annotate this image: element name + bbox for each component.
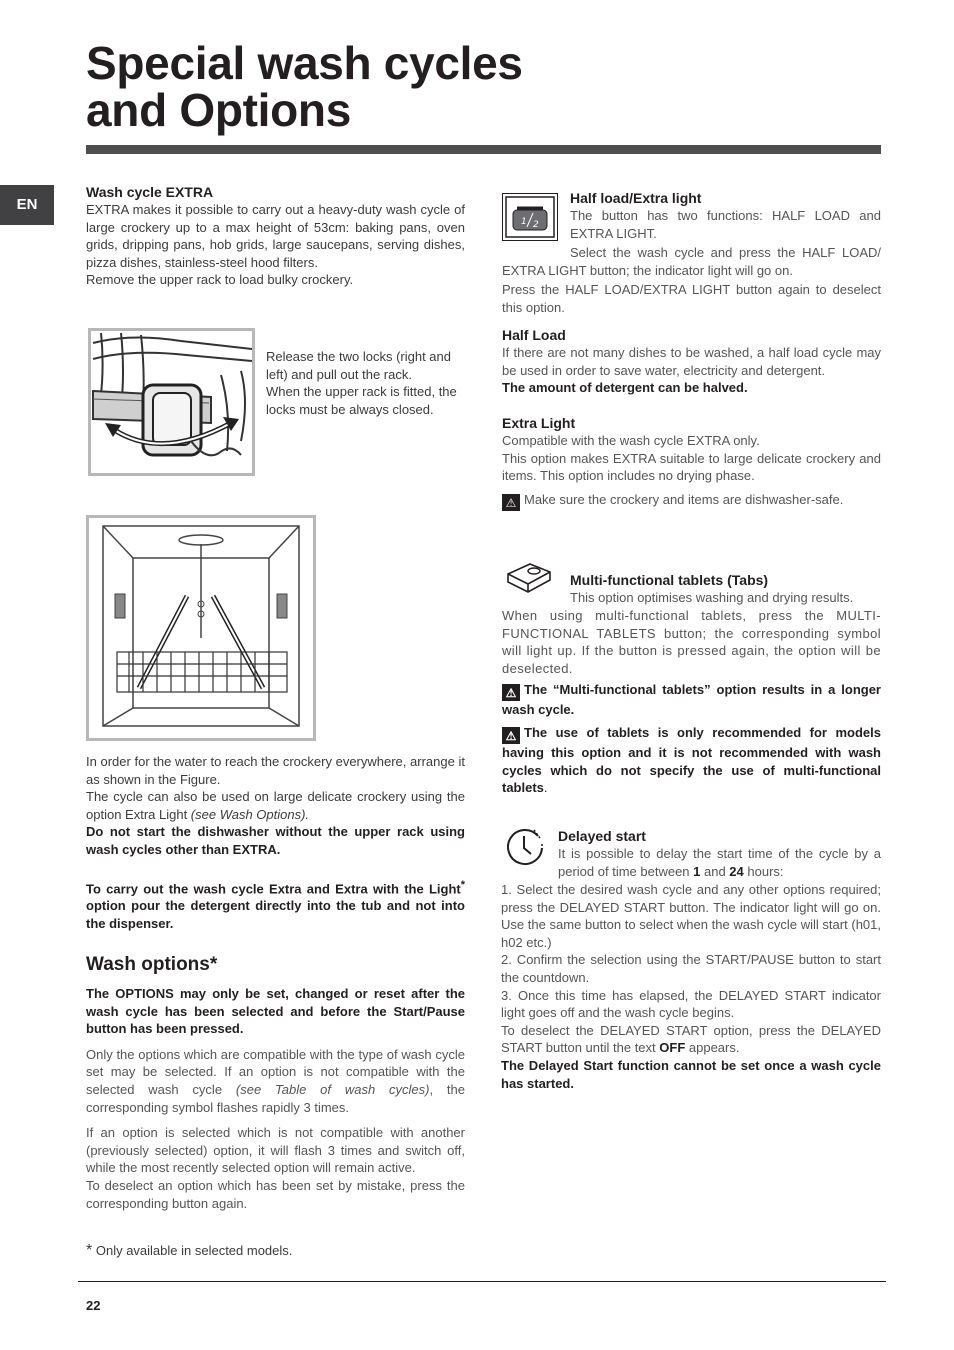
extra-light-note-text: The cycle can also be used on large delicate crockery using the option Extra Light — [86, 789, 465, 822]
footnote-text: Only available in selected models. — [92, 1243, 293, 1258]
upper-rack-warning: Do not start the dishwasher without the upper rack using wash cycles other than EXTRA. — [86, 824, 465, 857]
arrange-note: In order for the water to reach the crockery everywhere, arrange it as shown in the Figure. — [86, 754, 465, 787]
svg-text:1: 1 — [521, 217, 527, 227]
warning-icon: ⚠ — [502, 494, 520, 511]
delayed-deselect — [501, 1022, 881, 1057]
half-load-sub-section — [502, 326, 881, 397]
delayed-intro — [558, 845, 881, 880]
compat-b: , the corresponding symbol flashes rapidly 3 times. — [86, 1081, 466, 1115]
tabs-sub: This option optimises washing and drying results. — [570, 590, 854, 605]
rack-lock-figure — [88, 328, 255, 476]
delayed-intro-b: hours: — [743, 863, 784, 879]
warning-icon: ⚠ — [502, 727, 520, 744]
tabs-warning-2-end: . — [543, 780, 548, 796]
delayed-deselect-b: appears. — [685, 1040, 740, 1056]
rack-lock-illustration — [91, 331, 252, 473]
delayed-and: and — [700, 863, 730, 879]
clock-icon — [504, 826, 546, 868]
wash-options-heading: Wash options* — [86, 954, 218, 975]
page-title — [86, 37, 786, 136]
page-number: 22 — [86, 1298, 101, 1313]
footer-rule — [78, 1281, 886, 1282]
rack-arrangement-figure — [86, 515, 316, 741]
tabs-heading: Multi-functional tablets (Tabs) — [570, 572, 769, 588]
tabs-warning-2-text: The use of tablets is only recommended for models having this option and it is not recommended with wash cycles which do not specify the use of multi-functional tablets — [502, 725, 881, 796]
warning-icon: ⚠ — [502, 684, 520, 701]
tablet-icon — [504, 560, 554, 596]
half-load-intro: The button has two functions: HALF LOAD and EXTRA LIGHT. — [570, 208, 881, 241]
half-load-body: If there are not many dishes to be washed, a half load cycle may be used in order to save water, electricity and detergent. — [502, 345, 881, 378]
delayed-deselect-a: To deselect the DELAYED START option, press the DELAYED START button until the text — [501, 1022, 881, 1056]
page-title-line-2: and Options — [86, 84, 352, 136]
detergent-note-a: To carry out the wash cycle Extra and Extra with the Light — [86, 880, 461, 896]
delayed-step-1: 1. Select the desired wash cycle and any other options required; press the DELAYED START button. The indicator light will go on. Use the same button to select when the wash cycle will start (h01, h02 etc.) — [501, 882, 881, 950]
detergent-note-b: option pour the detergent directly into the tub and not into the dispenser. — [86, 898, 465, 932]
table-reference: (see Table of wash cycles) — [235, 1081, 430, 1097]
extra-light-warning-text: Make sure the crockery and items are dishwasher-safe. — [524, 491, 844, 507]
tabs-header — [570, 571, 881, 607]
half-load-select: Select the wash cycle and press the HALF LOAD/ EXTRA LIGHT button; the indicator light will go on. — [502, 245, 881, 278]
delay-min: 1 — [693, 863, 701, 879]
compat-a: Only the options which are compatible with the type of wash cycle set may be selected. If an option is not compatible with the selected wash cycle — [86, 1046, 465, 1097]
extra-light-heading: Extra Light — [502, 415, 576, 431]
delayed-heading: Delayed start — [558, 828, 646, 844]
tabs-warning-1-text: The “Multi-functional tablets” option results in a longer wash cycle. — [502, 682, 881, 717]
detergent-star: * — [460, 878, 465, 891]
locks-caption-1: Release the two locks (right and left) and pull out the rack. — [266, 349, 451, 382]
locks-caption — [266, 348, 465, 418]
wash-options-compat — [86, 1046, 465, 1116]
footnote-star: * — [86, 1242, 93, 1259]
extra-section — [86, 183, 465, 289]
wash-options-incompat: If an option is selected which is not compatible with another (previously selected) option, it will flash 3 times and switch off, while the most recently selected option will remain active. — [86, 1125, 465, 1176]
extra-light-body: This option makes EXTRA suitable to large delicate crockery and items. This option includes no drying phase. — [502, 450, 881, 484]
off-text: OFF — [659, 1040, 686, 1056]
wash-options-deselect: To deselect an option which has been set by mistake, press the corresponding button again. — [86, 1177, 465, 1211]
locks-caption-2: When the upper rack is fitted, the locks must be always closed. — [266, 384, 457, 417]
half-load-subheading: Half Load — [502, 327, 566, 343]
rack-arrangement-illustration — [89, 518, 313, 738]
extra-light-note — [86, 788, 465, 823]
wash-options-reference: (see Wash Options). — [190, 806, 310, 822]
extra-body: EXTRA makes it possible to carry out a heavy-duty wash cycle of large crockery up to a max height of 53cm: baking pans, oven grids, dripping pans, hob grids, large saucepans, serving dishes, pizza dishes, stainless-steel hood filters. — [86, 202, 465, 270]
wash-options-section — [86, 954, 465, 1212]
delayed-intro-a: It is possible to delay the start time of the cycle by a period of time between — [558, 846, 881, 879]
wash-options-rule: The OPTIONS may only be set, changed or reset after the wash cycle has been selected and before the Start/Pause button has been pressed. — [86, 986, 465, 1037]
half-load-heading: Half load/Extra light — [570, 190, 702, 206]
half-load-deselect: Press the HALF LOAD/EXTRA LIGHT button again to deselect this option. — [502, 282, 881, 315]
language-tab: EN — [0, 185, 54, 225]
delayed-steps — [501, 881, 881, 1092]
delayed-header — [558, 827, 881, 880]
half-load-icon — [502, 193, 558, 241]
title-underline — [86, 145, 881, 154]
delay-max: 24 — [729, 863, 744, 879]
delayed-step-3: 3. Once this time has elapsed, the DELAYED START indicator light goes off and the wash cycle begins. — [501, 987, 881, 1021]
page-title-line-1: Special wash cycles — [86, 37, 523, 89]
extra-remove-note: Remove the upper rack to load bulky crockery. — [86, 272, 354, 288]
extra-heading: Wash cycle EXTRA — [86, 184, 214, 200]
extra-light-warning — [502, 491, 881, 511]
extra-light-section — [502, 414, 881, 511]
svg-text:2: 2 — [533, 220, 539, 230]
half-load-detergent: The amount of detergent can be halved. — [502, 380, 748, 396]
delayed-warning: The Delayed Start function cannot be set once a wash cycle has started. — [501, 1057, 881, 1091]
tabs-warning-2 — [502, 724, 881, 797]
tabs-warning-1 — [502, 681, 881, 719]
arrange-section — [86, 753, 465, 933]
tabs-body: When using multi-functional tablets, press the MULTI-FUNCTIONAL TABLETS button; the corresponding symbol will light up. If the button is pressed again, the option will be deselected. — [502, 608, 881, 676]
delayed-step-2: 2. Confirm the selection using the START/PAUSE button to start the countdown. — [501, 952, 881, 985]
extra-light-compat: Compatible with the wash cycle EXTRA only. — [502, 433, 760, 448]
half-load-header — [570, 189, 881, 242]
footnote — [86, 1242, 465, 1260]
detergent-note — [86, 877, 465, 933]
